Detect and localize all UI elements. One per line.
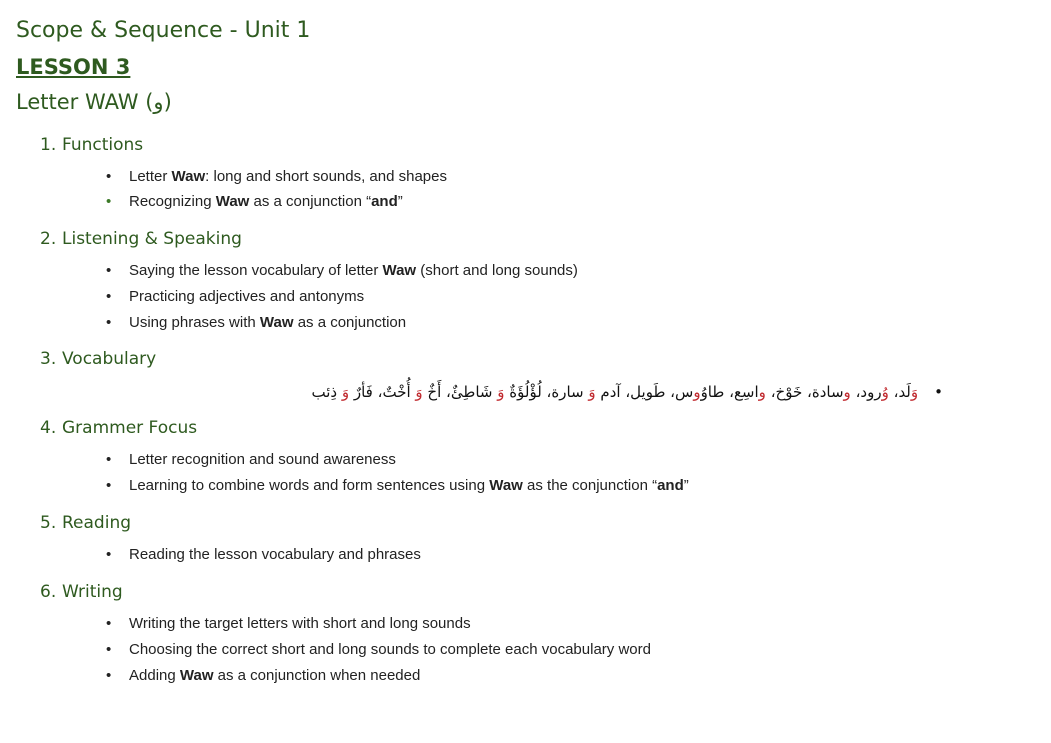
section-label: Reading: [62, 513, 132, 533]
bullet-icon: •: [106, 615, 112, 632]
section-listening-speaking: [40, 228, 242, 250]
section-vocabulary: [40, 348, 156, 370]
vocab-text: لُؤْلُؤَةٌ: [504, 383, 542, 401]
section-label: Writing: [62, 582, 123, 602]
vocab-text: خ،: [765, 383, 786, 401]
vocab-text: طاوُ: [700, 383, 725, 401]
waw-highlight: وَ: [415, 383, 423, 401]
lesson-heading: LESSON 3: [16, 55, 131, 79]
vocab-text: لَد،: [888, 383, 911, 401]
section-functions: [40, 134, 143, 156]
waw-highlight: وُ: [881, 383, 889, 401]
vocab-text: طَو: [645, 383, 666, 401]
waw-highlight: و: [843, 383, 851, 401]
list-item: • Practicing adjectives and antonyms: [106, 288, 365, 305]
list-item: • Writing the target letters with short and long sounds: [106, 615, 471, 632]
vocab-text: يل،: [620, 383, 646, 401]
list-item: • Adding Waw as a conjunction when needed: [106, 667, 421, 684]
bullet-icon: •: [106, 288, 112, 305]
bullet-icon: •: [106, 451, 112, 468]
list-item: • Letter recognition and sound awareness: [106, 451, 396, 468]
section-number: 1.: [40, 135, 57, 155]
bullet-icon: •: [106, 193, 112, 210]
vocab-text: شَاطِئٌ،: [441, 383, 498, 401]
section-grammar-focus: [40, 417, 197, 439]
vocab-text: رود،: [850, 383, 882, 401]
bullet-icon: •: [934, 383, 943, 401]
bullet-icon: •: [106, 667, 112, 684]
section-writing: [40, 581, 123, 603]
bullet-icon: •: [106, 477, 112, 494]
section-number: 6.: [40, 582, 57, 602]
vocab-text: اسِع،: [724, 383, 759, 401]
section-number: 3.: [40, 349, 57, 369]
waw-highlight: وَ: [497, 383, 505, 401]
section-label: Vocabulary: [62, 349, 157, 369]
waw-highlight: و: [693, 383, 701, 401]
vocab-text: خَوْ: [785, 383, 803, 401]
vocab-text: سادة،: [802, 383, 844, 401]
list-item: • Reading the lesson vocabulary and phrases: [106, 546, 421, 563]
section-number: 5.: [40, 513, 57, 533]
vocab-text: فَأرٌ: [349, 383, 373, 401]
page-title: Scope & Sequence - Unit 1: [16, 18, 311, 43]
list-item: • Choosing the correct short and long sounds to complete each vocabulary word: [106, 641, 651, 658]
bullet-icon: •: [106, 314, 112, 331]
vocabulary-arabic-line: [311, 380, 943, 404]
bullet-icon: •: [106, 641, 112, 658]
list-item: • Learning to combine words and form sentences using Waw as the conjunction “and”: [106, 477, 689, 494]
vocab-text: أَخٌ: [422, 383, 442, 401]
section-number: 2.: [40, 229, 57, 249]
vocab-text: أُخْتٌ،: [372, 383, 416, 401]
bullet-icon: •: [106, 168, 112, 185]
section-reading: [40, 512, 131, 534]
waw-highlight: و: [758, 383, 766, 401]
vocab-text: ذِئب: [311, 383, 342, 401]
vocab-text: سارة،: [541, 383, 589, 401]
waw-highlight: وَ: [910, 383, 919, 401]
section-label: Grammer Focus: [62, 418, 198, 438]
bullet-icon: •: [106, 546, 112, 563]
list-item: • Using phrases with Waw as a conjunction: [106, 314, 407, 331]
list-item: • Saying the lesson vocabulary of letter Waw (short and long sounds): [106, 262, 578, 279]
section-number: 4.: [40, 418, 57, 438]
list-item: • Recognizing Waw as a conjunction “and”: [106, 193, 403, 210]
list-item: • Letter Waw: long and short sounds, and shapes: [106, 168, 447, 185]
section-label: Functions: [62, 135, 144, 155]
waw-highlight: وَ: [341, 383, 350, 401]
vocab-text: آدم: [595, 383, 621, 401]
waw-highlight: وَ: [588, 383, 596, 401]
bullet-icon: •: [106, 262, 112, 279]
section-label: Listening & Speaking: [62, 229, 242, 249]
vocab-text: س،: [665, 383, 694, 401]
lesson-subtitle: Letter WAW (و): [16, 90, 172, 114]
